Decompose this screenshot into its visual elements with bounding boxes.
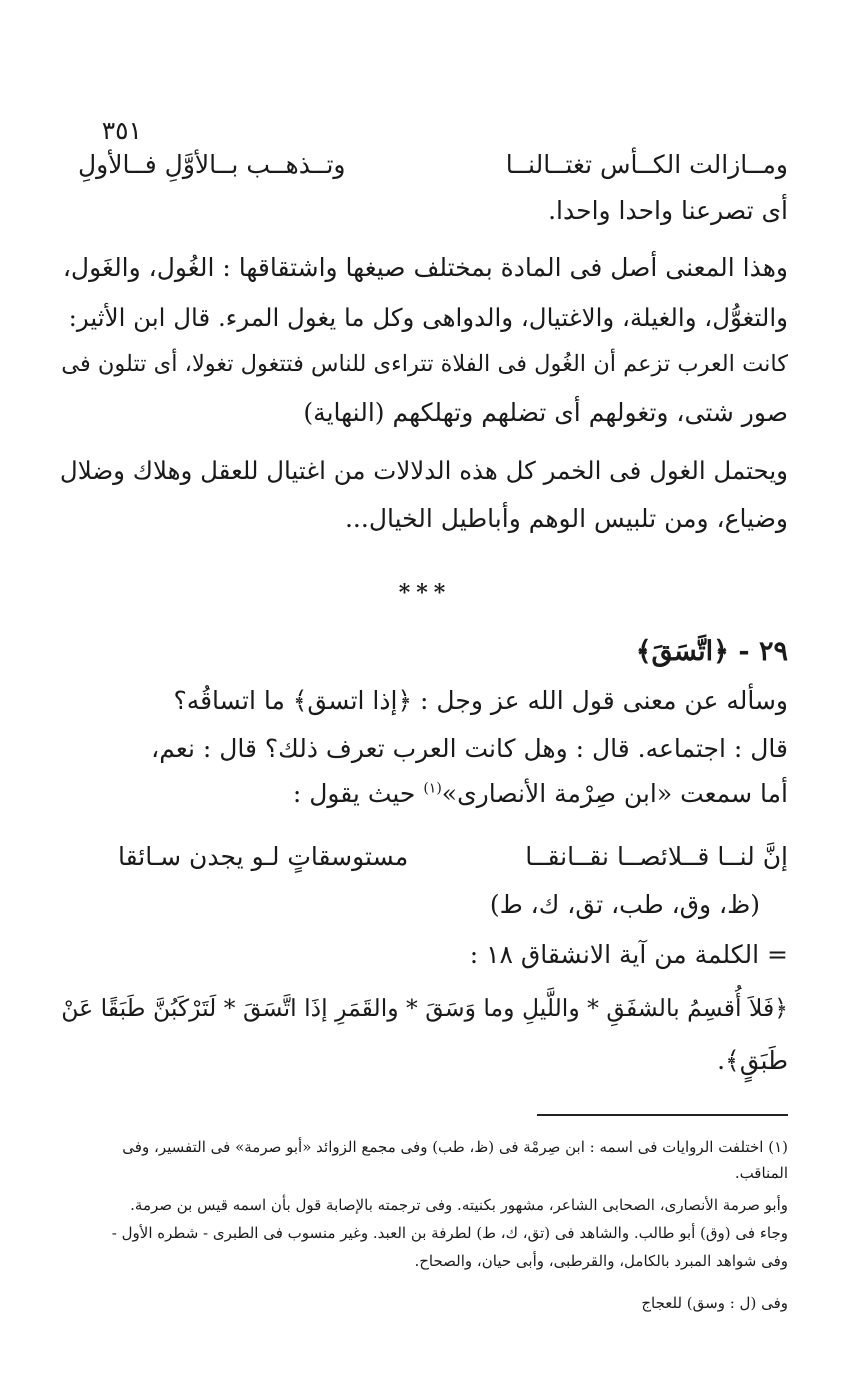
body-line-5: صور شتى، وتغولهم أى تضلهم وتهلكهم (النهاية) [303, 398, 788, 427]
section-separator: *** [398, 580, 452, 606]
entry-line-3-end: حيث يقول : [292, 779, 424, 808]
poem-verse-2 [118, 842, 788, 871]
footnote-line-6: وفى (ل : وسق) للعجاج [641, 1294, 788, 1312]
body-line-6: ويحتمل الغول فى الخمر كل هذه الدلالات من اغتيال للعقل وهلاك وضلال [59, 456, 788, 485]
body-line-4: كانت العرب تزعم أن الغُول فى الفلاة تتراءى للناس فتتغول تغولا، أى تتلون فى [61, 351, 788, 377]
quran-verse-line-1: ﴿فَلاَ أُقسِمُ بالشفَقِ * واللَّيلِ وما وَسَقَ * والقَمَرِ إذَا اتَّسَقَ * لَتَرْكَبُنَّ طَبَقًا عَنْ [61, 994, 788, 1022]
footnote-line-1: (١) اختلفت الروايات فى اسمه : ابن صِرمْة فى (ظ، طب) وفى مجمع الزوائد «أبو صرمة» فى التفسير، وفى [122, 1138, 788, 1156]
verse-1-second-hemistich: وتــذهــب بــالأوَّلِ فــالأولِ [78, 150, 346, 179]
entry-line-2: قال : اجتماعه. قال : وهل كانت العرب تعرف ذلك؟ قال : نعم، [151, 734, 788, 763]
verse-2-second-hemistich: مستوسقاتٍ لـو يجدن سـائقا [118, 842, 409, 871]
body-line-1: أى تصرعنا واحدا واحدا. [548, 196, 788, 225]
footnote-reference: (١) [423, 780, 442, 797]
verse-1-first-hemistich: ومــازالت الكــأس تغتــالنــا [505, 150, 788, 179]
body-line-2: وهذا المعنى أصل فى المادة بمختلف صيغها واشتقاقها : الغُول، والغَول، [62, 253, 788, 282]
footnote-line-4: وجاء فى (وق) أبو طالب. والشاهد فى (تق، ك، ط) لطرفة بن العبد. وغير منسوب فى الطبرى - شطره الأول - [111, 1224, 788, 1242]
verse-2-first-hemistich: إنَّ لنــا قــلائصــا نقــانقــا [525, 842, 788, 871]
footnote-line-3: وأبو صرمة الأنصارى، الصحابى الشاعر، مشهور بكنيته. وفى ترجمته بالإصابة قول بأن اسمه قيس بن صرمة. [130, 1196, 788, 1214]
body-line-7: وضياع، ومن تلبيس الوهم وأباطيل الخيال... [344, 504, 788, 533]
entry-heading: ٢٩ - ﴿اتَّسَقَ﴾ [635, 636, 788, 667]
poem-verse-1 [78, 150, 788, 179]
entry-line-3 [58, 779, 788, 808]
entry-line-3-start: أما سمعت «ابن صِرْمة الأنصارى» [441, 779, 788, 808]
footnote-line-2: المناقب. [734, 1164, 788, 1182]
quran-verse-line-2: طَبَقٍ﴾. [717, 1046, 788, 1075]
footnote-line-5: وفى شواهد المبرد بالكامل، والقرطبى، وأبى حيان، والصحاح. [414, 1252, 788, 1270]
quran-intro: = الكلمة من آية الانشقاق ١٨ : [469, 940, 788, 969]
body-line-3: والتغوُّل، والغيلة، والاغتيال، والدواهى وكل ما يغول المرء. قال ابن الأثير: [68, 303, 788, 332]
sources-line: (ظ، وق، طب، تق، ك، ط) [489, 890, 760, 919]
footnote-rule [537, 1114, 788, 1116]
entry-line-1: وسأله عن معنى قول الله عز وجل : ﴿إذا اتسق﴾ ما اتساقُه؟ [173, 686, 788, 715]
page-number: ٣٥١ [101, 116, 142, 145]
